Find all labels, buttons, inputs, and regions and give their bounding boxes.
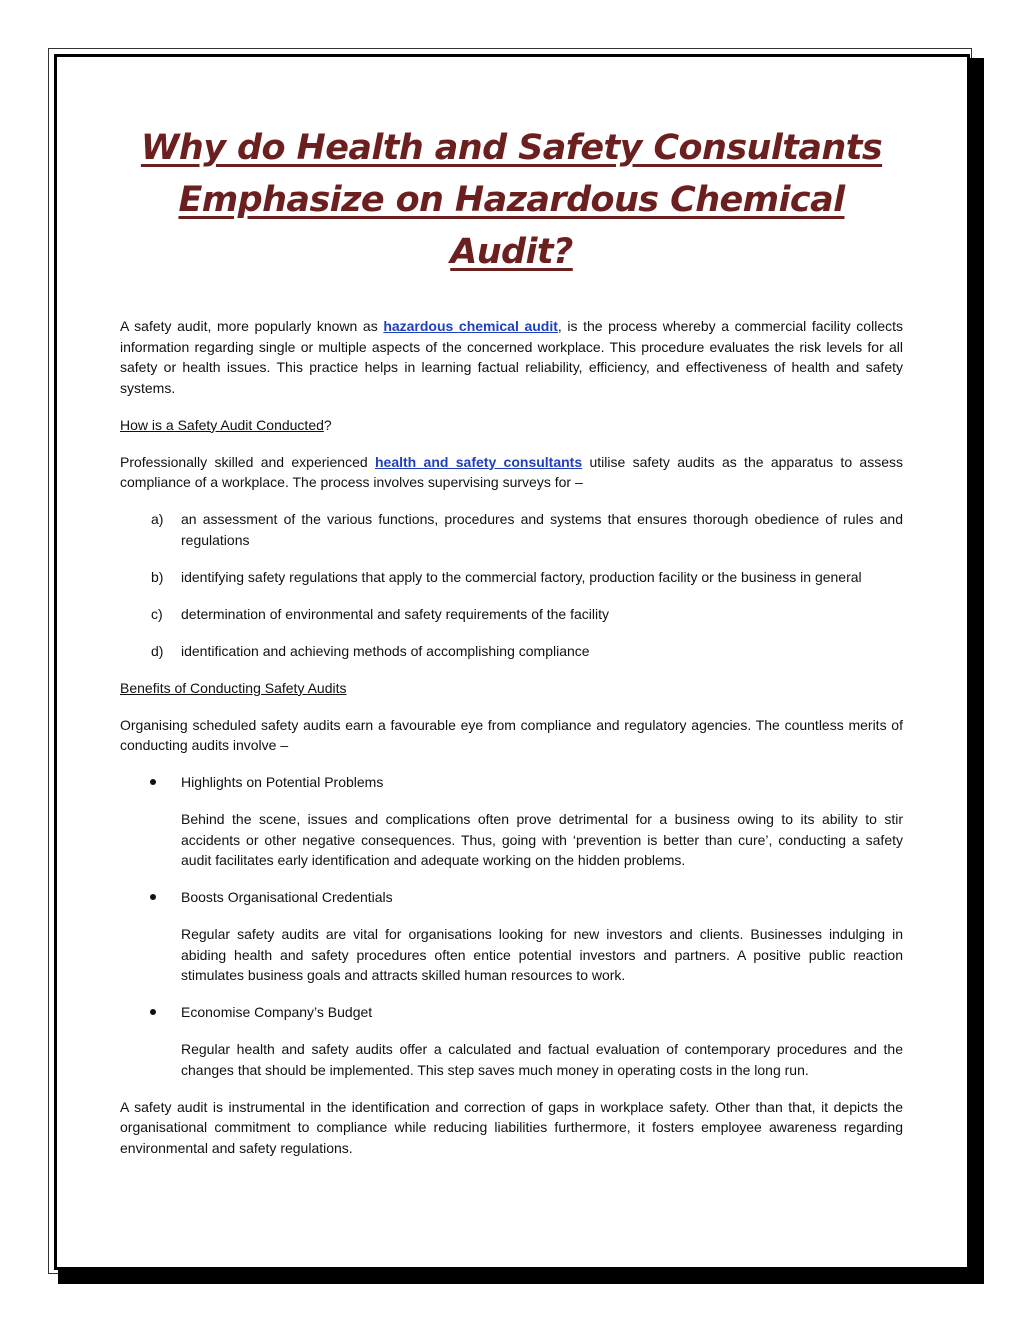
bullet-item [120, 1002, 903, 1023]
bullet-body: Regular safety audits are vital for organisations looking for new investors and clients. Businesses indulging in abiding health and safety procedures often entice potential investors and partners. A positive public reaction stimulates business goals and attracts skilled human resources to work. [181, 926, 903, 983]
intro-text-before: A safety audit, more popularly known as [120, 318, 384, 334]
hazardous-chemical-audit-link[interactable]: hazardous chemical audit [383, 318, 558, 334]
consultants-text-after: utilise safety audits as the apparatus to assess compliance of a workplace. The process involves supervising surveys for – [120, 453, 904, 490]
benefits-list [120, 1002, 903, 1023]
section-heading-benefits-text: Benefits of Conducting Safety Audits [120, 679, 347, 696]
bullet-body: Behind the scene, issues and complications often prove detrimental for a business owing to its ability to stir accidents or other negative consequences. Thus, going with ‘prevention is better than cure’, conducting a safety audit facilitates early identification and adequate working on the hidden problems. [181, 811, 903, 868]
list-item-text: identification and achieving methods of accomplishing compliance [181, 642, 590, 659]
conclusion-paragraph: A safety audit is instrumental in the identification and correction of gaps in workplace safety. Other than that, it depicts the organisational commitment to compliance while reducing liabilities furthermore, it fosters employee awareness regarding environmental and safety regulations. [120, 1098, 903, 1156]
bullet-body: Regular health and safety audits offer a calculated and factual evaluation of contemporary procedures and the changes that should be implemented. This step saves much money in operating costs in the long run. [181, 1041, 903, 1078]
benefits-list [120, 887, 903, 908]
document-body [120, 122, 903, 1175]
list-item [120, 567, 903, 588]
list-item-text: identifying safety regulations that apply to the commercial factory, production facility or the business in general [181, 568, 862, 585]
consultants-text-before: Professionally skilled and experienced [120, 453, 375, 470]
list-marker: b) [151, 568, 164, 585]
consultants-paragraph [120, 452, 903, 493]
list-item [120, 604, 903, 625]
list-marker: c) [151, 605, 163, 622]
list-marker: a) [151, 511, 164, 527]
intro-text-after: , is the process whereby a commercial facility collects information regarding single or multiple aspects of the concerned workplace. This procedure evaluates the risk levels for all safety or health issues. This practice helps in learning factual reliability, efficiency, and effectiveness of health and safety systems. [120, 318, 903, 396]
bullet-dot-icon [150, 779, 156, 785]
bullet-item [120, 887, 903, 908]
intro-paragraph [120, 316, 903, 398]
list-item [120, 509, 903, 550]
bullet-title: Highlights on Potential Problems [181, 774, 384, 790]
title-line-1: Why do Health and Safety Consultants [140, 128, 883, 168]
section-heading-benefits [120, 678, 903, 699]
benefits-list [120, 772, 903, 793]
benefits-intro-paragraph: Organising scheduled safety audits earn a favourable eye from compliance and regulatory agencies. The countless merits of conducting audits involve – [120, 716, 903, 753]
bullet-dot-icon [150, 894, 156, 900]
bullet-title: Economise Company’s Budget [181, 1004, 373, 1020]
list-marker: d) [151, 642, 164, 659]
section-heading-suffix: ? [323, 416, 332, 433]
survey-list [120, 509, 903, 661]
list-item-text: determination of environmental and safety requirements of the facility [181, 605, 610, 622]
list-item [120, 641, 903, 662]
health-safety-consultants-link[interactable]: health and safety consultants [375, 453, 583, 470]
bullet-item [120, 772, 903, 793]
page-title [120, 122, 903, 278]
section-heading-conducted [120, 415, 903, 436]
bullet-dot-icon [150, 1009, 156, 1015]
list-item-text: an assessment of the various functions, procedures and systems that ensures thorough obedience of rules and regulations [181, 511, 903, 548]
section-heading-conducted-text: How is a Safety Audit Conducted [120, 416, 324, 433]
title-line-2: Emphasize on Hazardous Chemical Audit? [178, 180, 845, 272]
bullet-title: Boosts Organisational Credentials [181, 889, 393, 905]
